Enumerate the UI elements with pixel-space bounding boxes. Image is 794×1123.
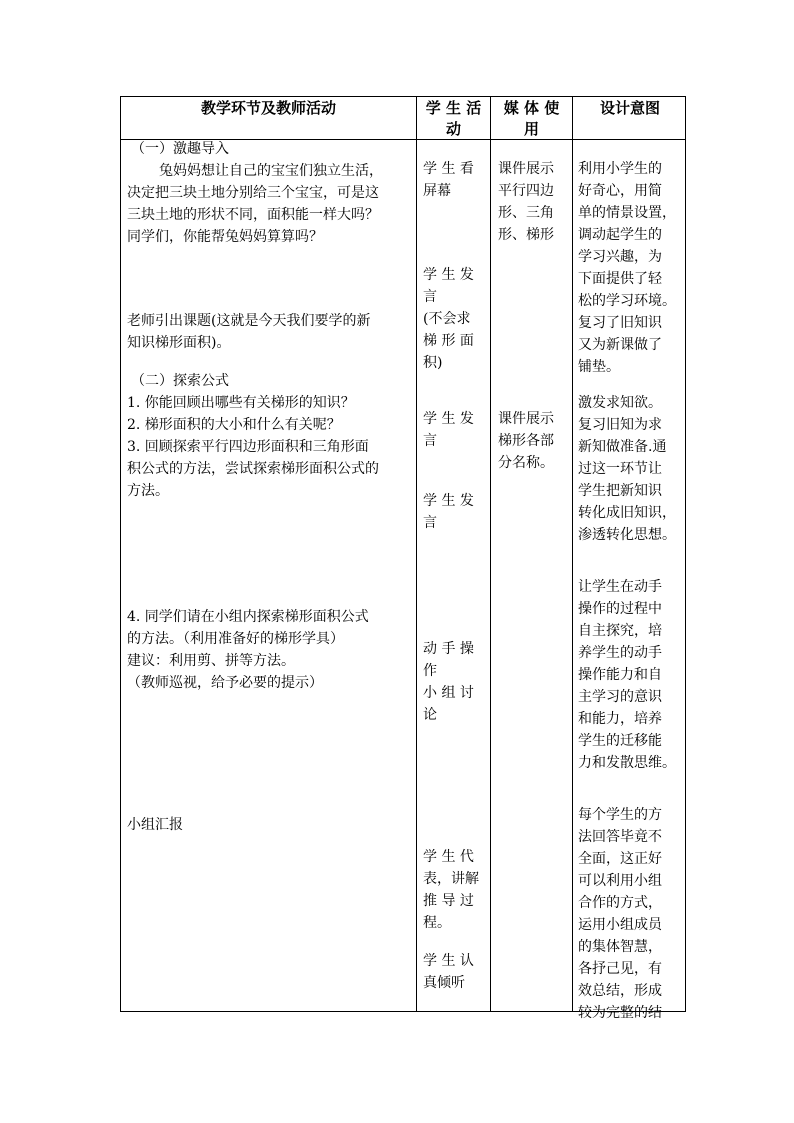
student-activity: 程。 — [423, 915, 451, 931]
media-use: 课件展示 — [498, 411, 554, 427]
design-intent: 又为新课做了 — [578, 337, 662, 353]
student-activity: 积) — [423, 355, 443, 371]
student-activity: 学 生 看 — [423, 161, 474, 177]
lesson-plan-table — [120, 96, 686, 1021]
student-activity-column — [423, 140, 489, 1011]
design-intent: 法回答毕竟不 — [578, 829, 662, 845]
design-intent: 调动起学生的 — [578, 227, 662, 243]
media-use: 分名称。 — [498, 455, 554, 471]
design-intent: 渗透转化思想。 — [578, 527, 676, 543]
design-intent: 利用小学生的 — [578, 161, 662, 177]
question-3: 3. 回顾探索平行四边形面积和三角形面 — [127, 439, 369, 455]
intro-text: 知识梯形面积)。 — [127, 335, 231, 351]
student-activity: 动 手 操 — [423, 641, 474, 657]
question-3: 方法。 — [127, 483, 169, 499]
intro-text: 老师引出课题(这就是今天我们要学的新 — [127, 313, 371, 329]
design-intent: 的集体智慧， — [578, 939, 662, 955]
question-4: （教师巡视，给予必要的提示） — [127, 675, 323, 691]
media-use-column — [498, 140, 572, 1011]
header-media-use: 媒 体 使 用 — [503, 99, 560, 138]
section1-title: （一）激趣导入 — [131, 141, 229, 157]
media-use: 平行四边 — [498, 183, 554, 199]
student-activity: 小 组 讨 — [423, 685, 474, 701]
student-activity: 学 生 发 — [423, 411, 474, 427]
design-intent: 让学生在动手 — [578, 579, 662, 595]
design-intent: 铺垫。 — [578, 359, 620, 375]
header-teaching-activity: 教学环节及教师活动 — [200, 99, 336, 117]
column-divider — [572, 97, 573, 1011]
design-intent: 学生把新知识 — [578, 483, 662, 499]
student-activity: 言 — [423, 289, 437, 305]
design-intent: 下面提供了轻 — [578, 271, 662, 287]
design-intent: 各抒己见，有 — [578, 961, 662, 977]
design-intent: 转化成旧知识， — [578, 505, 676, 521]
student-activity: (不会求 — [423, 311, 471, 327]
design-intent: 复习了旧知识 — [578, 315, 662, 331]
question-4: 4. 同学们请在小组内探索梯形面积公式 — [127, 609, 369, 625]
media-use: 形、三角 — [498, 205, 554, 221]
student-activity: 作 — [423, 663, 437, 679]
student-activity: 言 — [423, 433, 437, 449]
section1-text: 决定把三块土地分别给三个宝宝，可是这 — [127, 185, 379, 201]
design-intent: 操作的过程中 — [578, 601, 662, 617]
student-activity: 学 生 认 — [423, 953, 474, 969]
student-activity: 论 — [423, 707, 437, 723]
student-activity: 言 — [423, 515, 437, 531]
media-use: 课件展示 — [498, 161, 554, 177]
student-activity: 学 生 发 — [423, 267, 474, 283]
design-intent-column — [578, 140, 687, 1021]
student-activity: 梯 形 面 — [423, 333, 474, 349]
media-use: 形、梯形 — [498, 227, 554, 243]
group-report: 小组汇报 — [127, 817, 183, 833]
student-activity: 学 生 代 — [423, 849, 474, 865]
design-intent: 过这一环节让 — [578, 461, 662, 477]
header-design-intent: 设计意图 — [599, 99, 660, 117]
teaching-activity-column — [127, 140, 415, 1011]
design-intent: 力和发散思维。 — [578, 755, 676, 771]
design-intent: 自主探究，培 — [578, 623, 662, 639]
question-4: 建议：利用剪、拼等方法。 — [127, 653, 295, 669]
design-intent: 操作能力和自 — [578, 667, 662, 683]
design-intent: 单的情景设置， — [578, 205, 676, 221]
design-intent: 运用小组成员 — [578, 917, 662, 933]
design-intent: 和能力，培养 — [578, 711, 662, 727]
design-intent: 每个学生的方 — [578, 807, 662, 823]
design-intent: 较为完整的结 — [578, 1005, 662, 1021]
design-intent: 复习旧知为求 — [578, 417, 662, 433]
design-intent: 新知做准备.通 — [578, 439, 667, 455]
student-activity: 屏幕 — [423, 183, 451, 199]
section1-text: 三块土地的形状不同，面积能一样大吗？ — [127, 207, 379, 223]
student-activity: 真倾听 — [423, 975, 465, 991]
design-intent: 全面，这正好 — [578, 851, 662, 867]
question-4: 的方法。（利用准备好的梯形学具） — [127, 631, 344, 647]
design-intent: 激发求知欲。 — [578, 395, 662, 411]
question-3: 积公式的方法，尝试探索梯形面积公式的 — [127, 461, 379, 477]
design-intent: 好奇心，用简 — [578, 183, 662, 199]
header-student-activity: 学 生 活 动 — [425, 99, 482, 138]
design-intent: 松的学习环境。 — [578, 293, 676, 309]
design-intent: 学生的迁移能 — [578, 733, 662, 749]
question-2: 2. 梯形面积的大小和什么有关呢？ — [127, 417, 341, 433]
design-intent: 效总结，形成 — [578, 983, 662, 999]
design-intent: 合作的方式， — [578, 895, 662, 911]
column-divider — [416, 97, 417, 1011]
design-intent: 养学生的动手 — [578, 645, 662, 661]
section1-text: 同学们，你能帮兔妈妈算算吗？ — [127, 229, 323, 245]
design-intent: 学习兴趣，为 — [578, 249, 662, 265]
media-use: 梯形各部 — [498, 433, 554, 449]
section1-text: 兔妈妈想让自己的宝宝们独立生活， — [159, 163, 383, 179]
student-activity: 学 生 发 — [423, 493, 474, 509]
column-divider — [490, 97, 491, 1011]
design-intent: 可以利用小组 — [578, 873, 662, 889]
section2-title: （二）探索公式 — [131, 373, 229, 389]
question-1: 1. 你能回顾出哪些有关梯形的知识？ — [127, 395, 355, 411]
design-intent: 主学习的意识 — [578, 689, 662, 705]
student-activity: 表，讲解 — [423, 871, 479, 887]
student-activity: 推 导 过 — [423, 893, 474, 909]
